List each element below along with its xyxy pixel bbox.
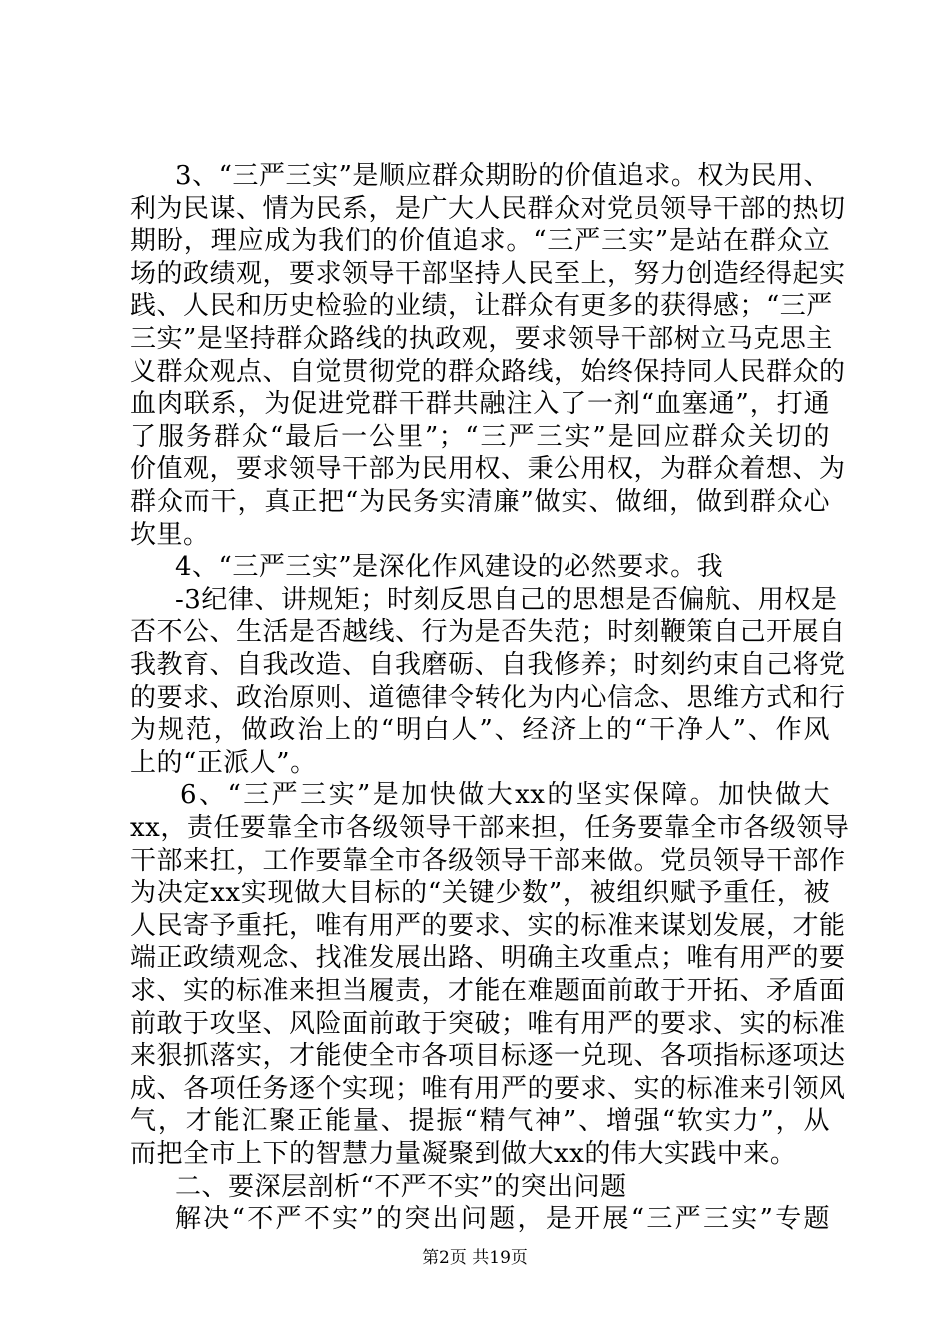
text-line-26: 求、实的标准来担当履责，才能在难题面前敢于开拓、矛盾面 <box>130 976 846 1006</box>
text-line-12: 坎里。 <box>130 519 210 550</box>
text-line-3: 期盼，理应成为我们的价值追求。“三严三实”是站在群众立 <box>130 226 830 257</box>
text-line-30: 气，才能汇聚正能量、提振“精气神”、增强“软实力”，从 <box>130 1106 830 1137</box>
text-line-32: 二、要深层剖析“不严不实”的突出问题 <box>175 1171 627 1202</box>
text-line-33: 解决“不严不实”的突出问题，是开展“三严三实”专题 <box>175 1204 830 1235</box>
text-line-19: 上的“正派人”。 <box>130 747 317 778</box>
text-line-7: 义群众观点、自觉贯彻党的群众路线，始终保持同人民群众的 <box>130 356 846 387</box>
text-line-29: 成、各项任务逐个实现；唯有用严的要求、实的标准来引领风 <box>130 1073 846 1104</box>
text-line-4: 场的政绩观，要求领导干部坚持人民至上，努力创造经得起实 <box>130 258 846 289</box>
text-line-10: 价值观，要求领导干部为民用权、秉公用权，为群众着想、为 <box>130 454 846 485</box>
text-line-6: 三实”是坚持群众路线的执政观，要求领导干部树立马克思主 <box>130 324 833 354</box>
text-line-31: 而把全市上下的智慧力量凝聚到做大xx的伟大实践中来。 <box>130 1139 797 1169</box>
text-line-20: 6、“三严三实”是加快做大xx的坚实保障。加快做大 <box>180 780 830 811</box>
text-line-24: 人民寄予重托，唯有用严的要求、实的标准来谋划发展，才能 <box>130 910 846 941</box>
text-line-15: 否不公、生活是否越线、行为是否失范；时刻鞭策自己开展自 <box>130 617 846 648</box>
text-line-9: 了服务群众“最后一公里”；“三严三实”是回应群众关切的 <box>130 421 830 452</box>
text-line-28: 来狠抓落实，才能使全市各项目标逐一兑现、各项指标逐项达 <box>130 1041 846 1072</box>
text-line-22: 干部来扛，工作要靠全市各级领导干部来做。党员领导干部作 <box>130 845 846 876</box>
text-line-21: xx，责任要靠全市各级领导干部来担，任务要靠全市各级领导 <box>130 813 850 843</box>
text-line-8: 血肉联系，为促进党群干群共融注入了一剂“血塞通”，打通 <box>130 389 830 420</box>
text-line-27: 前敢于攻坚、风险面前敢于突破；唯有用严的要求、实的标准 <box>130 1008 846 1039</box>
text-line-11: 群众而干，真正把“为民务实清廉”做实、做细，做到群众心 <box>130 487 830 517</box>
text-line-16: 我教育、自我改造、自我磨砺、自我修养；时刻约束自己将党 <box>130 650 846 680</box>
text-line-14: -3纪律、讲规矩；时刻反思自己的思想是否偏航、用权是 <box>175 584 838 615</box>
text-line-23: 为决定xx实现做大目标的“关键少数”，被组织赋予重任，被 <box>130 878 830 909</box>
text-line-5: 践、人民和历史检验的业绩，让群众有更多的获得感；“三严 <box>130 291 833 322</box>
text-line-17: 的要求、政治原则、道德律令转化为内心信念、思维方式和行 <box>130 682 846 713</box>
text-line-2: 利为民谋、情为民系，是广大人民群众对党员领导干部的热切 <box>130 193 846 224</box>
text-line-1: 3、“三严三实”是顺应群众期盼的价值追求。权为民用、 <box>175 161 830 191</box>
text-line-25: 端正政绩观念、找准发展出路、明确主攻重点；唯有用严的要 <box>130 943 846 974</box>
text-line-13: 4、“三严三实”是深化作风建设的必然要求。我 <box>175 552 724 583</box>
text-line-18: 为规范，做政治上的“明白人”、经济上的“干净人”、作风 <box>130 715 830 746</box>
page-number-footer: 第2页 共19页 <box>422 1248 528 1268</box>
